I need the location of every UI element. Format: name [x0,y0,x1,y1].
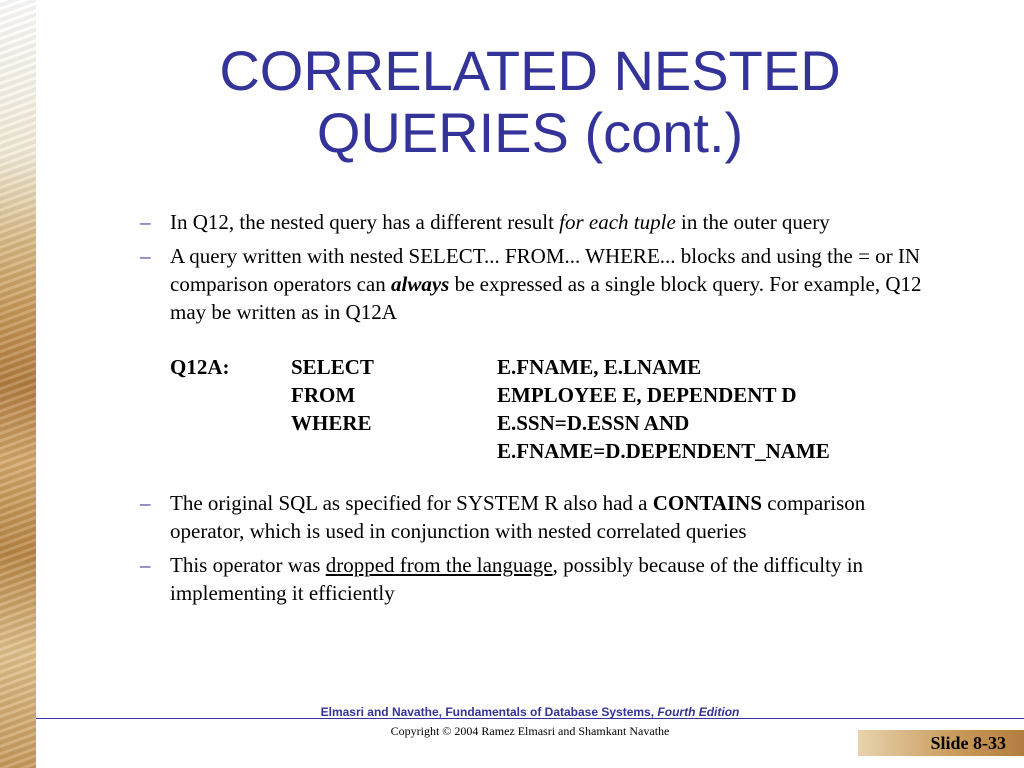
footer-divider [36,718,1024,719]
slide-number-badge: Slide 8-33 [858,730,1024,756]
bullet-item-4 [140,551,940,607]
sql-query-example [140,353,940,465]
sql-clause: E.FNAME=D.DEPENDENT_NAME [497,439,830,463]
sql-keyword: WHERE [291,411,372,435]
bullet-4-underlined: dropped from the language [325,553,553,577]
bullet-2-emphasis: always [391,272,450,296]
sql-row [170,381,940,409]
bullet-dash: – [140,553,151,577]
sql-clause: EMPLOYEE E, DEPENDENT D [497,383,797,407]
footer-edition: Fourth Edition [657,705,740,719]
sql-query-label [170,409,291,437]
sql-query-label [170,381,291,409]
bullet-3-text-post: comparison operator, which is used in conjunction with nested correlated queries [170,491,866,543]
sql-row [170,437,940,465]
bullet-dash: – [140,491,151,515]
sql-clause: E.SSN=D.ESSN AND [497,411,690,435]
bullet-2-text-post: be expressed as a single block query. For example, Q12 may be written as in Q12A [170,272,922,324]
bullet-3-keyword: CONTAINS [652,491,763,515]
bullet-1-emphasis: for each tuple [559,210,676,234]
sql-keyword: FROM [291,383,356,407]
sql-query-label [170,437,291,465]
footer-book-citation [36,705,1024,719]
bullet-dash: – [140,210,151,234]
bullet-item-2 [140,242,940,326]
slide-title [36,40,1024,164]
bullet-4-text-pre: This operator was [170,553,326,577]
bullet-4-text-post: , possibly because of the difficulty in implementing it efficiently [170,553,864,605]
bullet-2-text-pre: A query written with nested SELECT... FROM... WHERE... blocks and using the = or IN comparison operators can [170,244,921,296]
bullet-item-1 [140,208,940,236]
bullet-dash: – [140,244,151,268]
bullet-1-text-post: in the outer query [675,210,830,234]
sql-clause: E.FNAME, E.LNAME [497,355,702,379]
slide-title-line-1: CORRELATED NESTED [219,39,841,102]
sql-row [170,409,940,437]
sql-query-label: Q12A: [170,355,230,379]
sql-row [170,353,940,381]
sql-keyword: SELECT [291,355,374,379]
footer-book-title: Elmasri and Navathe, Fundamentals of Database Systems, [320,705,658,719]
footer-copyright: Copyright © 2004 Ramez Elmasri and Shamkant Navathe [390,724,670,738]
sql-keyword [291,437,497,465]
decorative-sand-strip [0,0,36,768]
bullet-3-text-pre: The original SQL as specified for SYSTEM R also had a [170,491,653,515]
slide-title-line-2: QUERIES (cont.) [316,101,744,164]
bullet-1-text-pre: In Q12, the nested query has a different result [170,210,560,234]
bullet-item-3 [140,489,940,545]
bullet-list [140,208,940,613]
